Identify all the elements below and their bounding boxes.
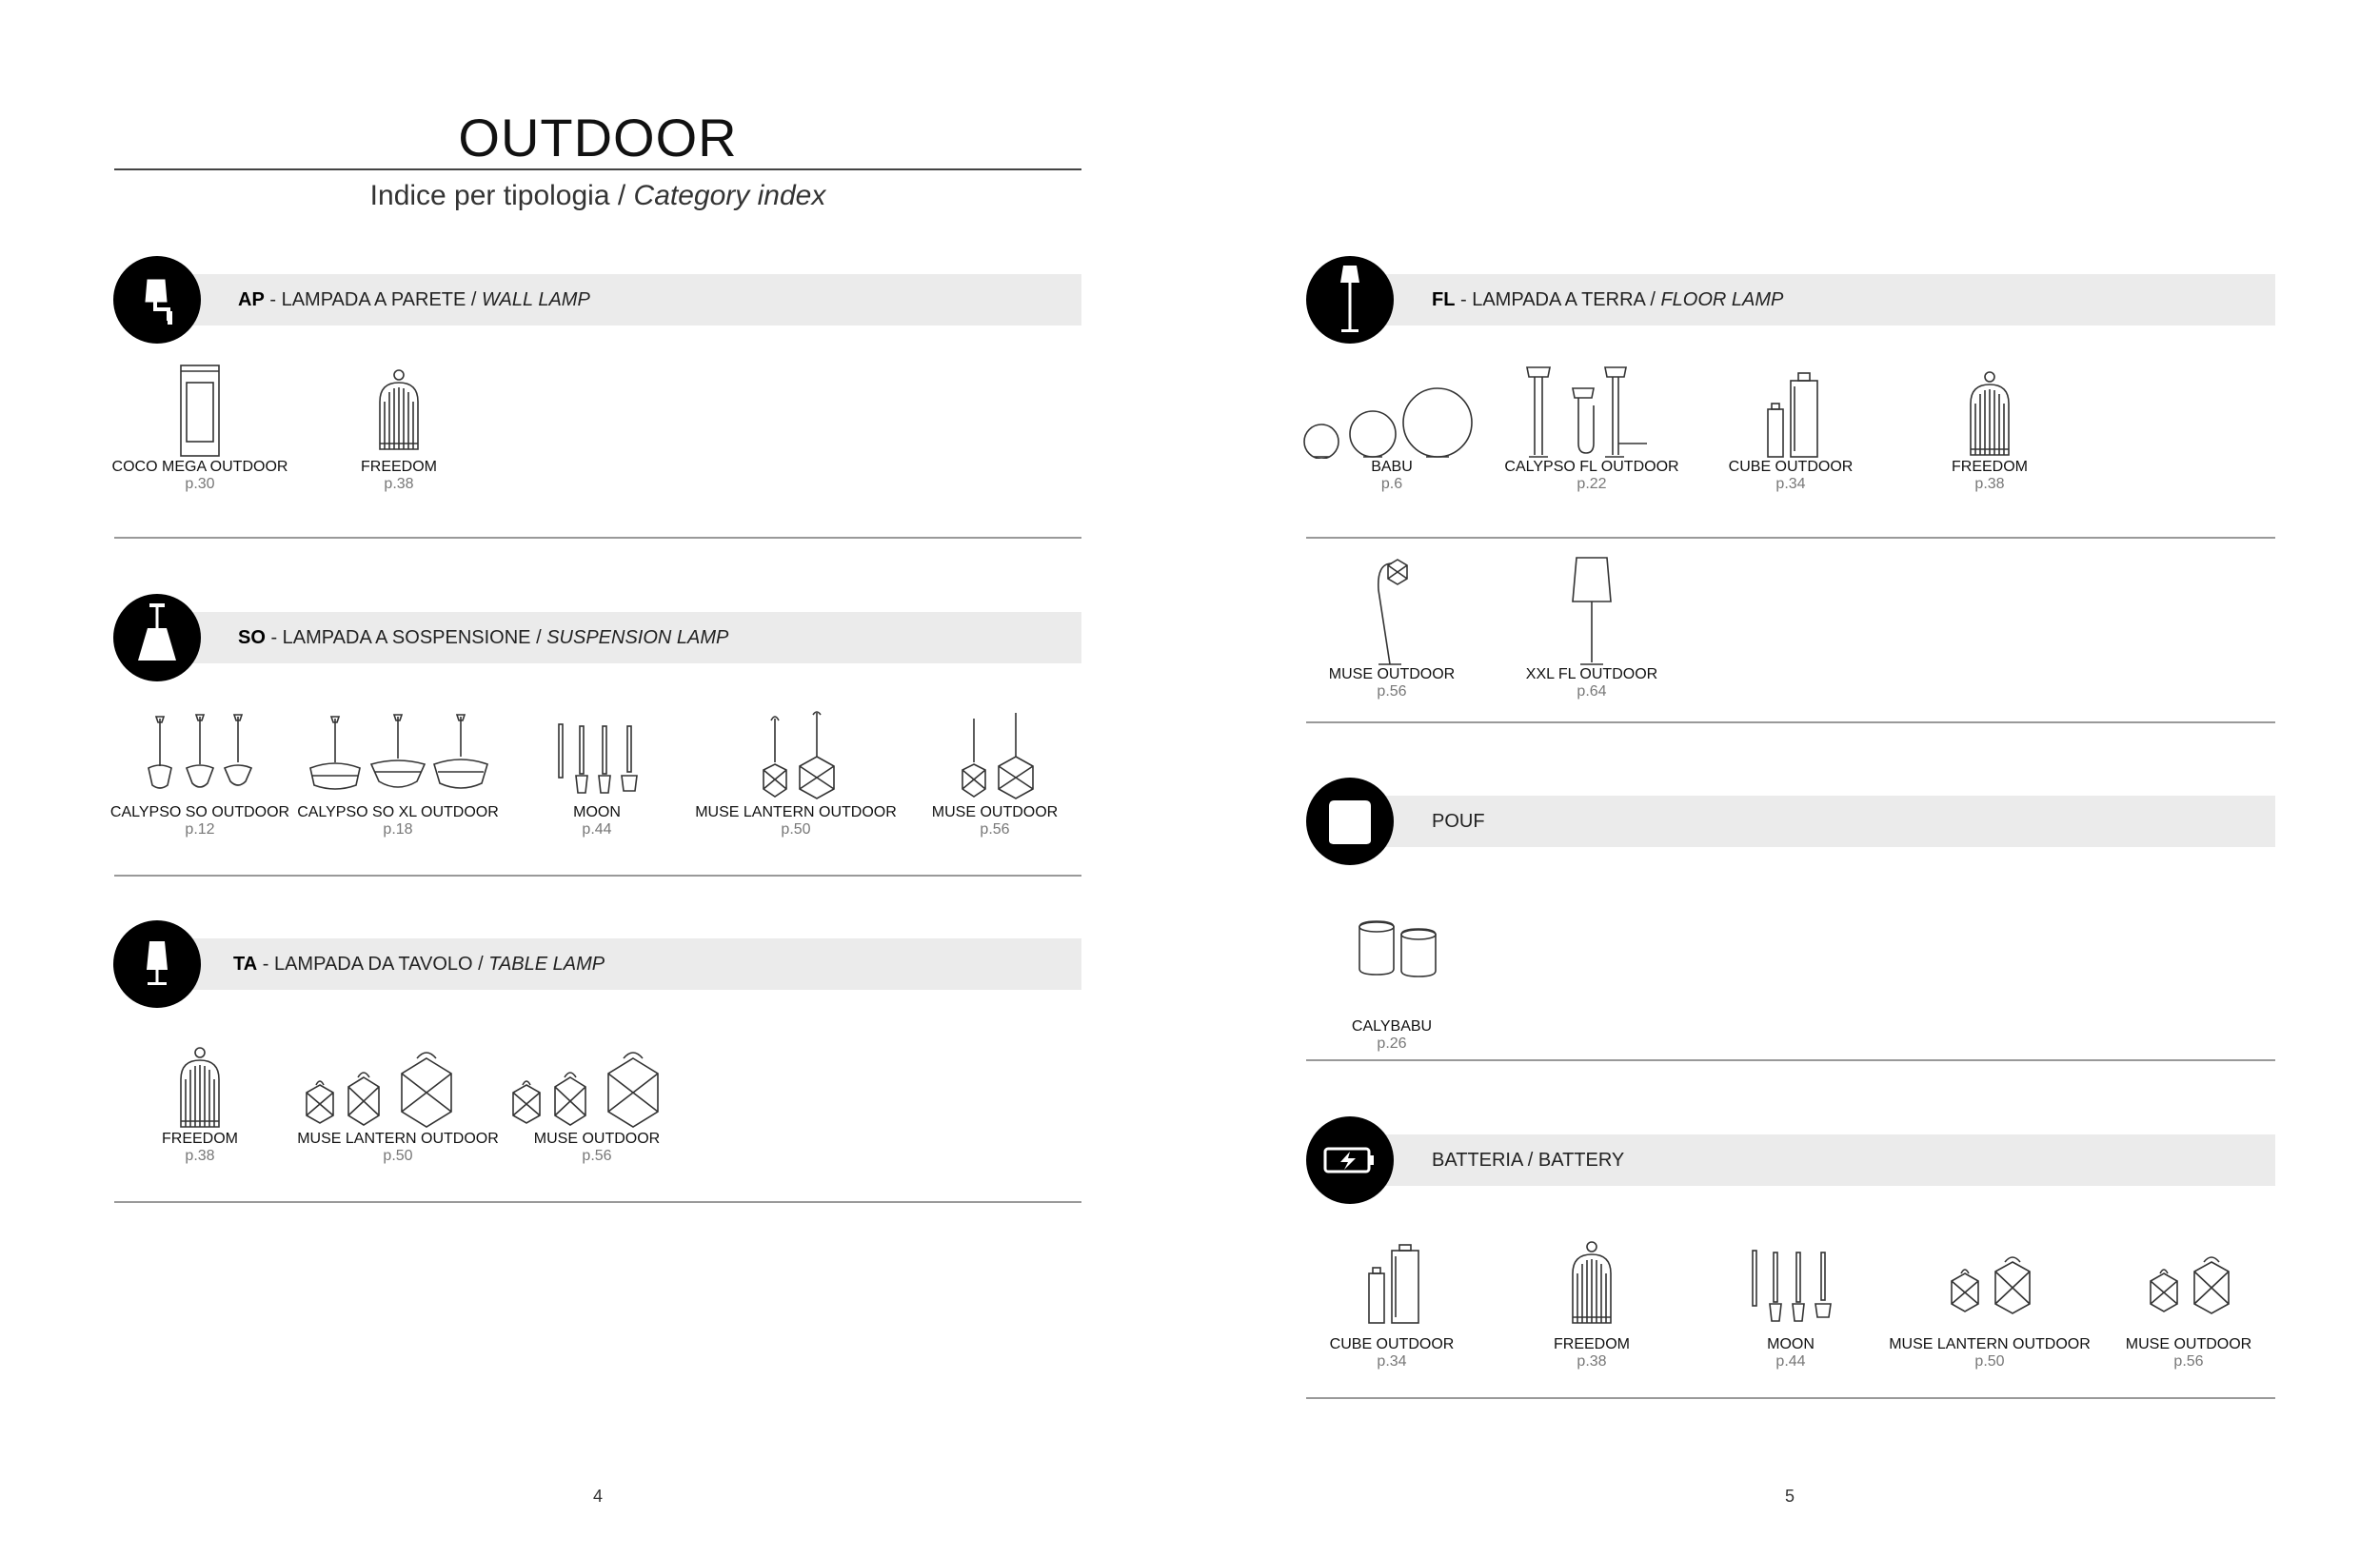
birdcage-icon — [162, 1045, 238, 1131]
table-lamp-icon — [113, 920, 201, 1008]
product-name: CUBE OUTDOOR — [1728, 459, 1854, 475]
product-page: p.56 — [582, 1148, 612, 1164]
product-page: p.50 — [1974, 1353, 2005, 1370]
section-divider — [1306, 721, 2275, 723]
section-label-pouf: POUF — [1432, 811, 1485, 832]
product-page: p.38 — [1974, 476, 2005, 492]
product-name: MUSE LANTERN OUTDOOR — [1889, 1336, 2091, 1352]
product-name: MUSE OUTDOOR — [1328, 666, 1456, 682]
muse-floor-icon — [1344, 552, 1439, 666]
coco-mega-icon — [162, 364, 238, 459]
product-name: CALYBABU — [1351, 1018, 1433, 1035]
section-divider — [114, 875, 1081, 877]
section-icon-ap — [113, 256, 201, 344]
product-calypso-so-xl-outdoor[interactable] — [293, 709, 503, 838]
product-page: p.38 — [185, 1148, 215, 1164]
product-page: p.6 — [1380, 476, 1403, 492]
product-name: MOON — [573, 804, 621, 820]
suspension-lamp-icon — [113, 594, 201, 681]
calybabu-icon — [1344, 914, 1439, 1018]
product-xxl-fl-outdoor[interactable] — [1487, 552, 1696, 700]
product-calypso-fl-outdoor[interactable] — [1487, 364, 1696, 493]
section-label-so: SO - LAMPADA A SOSPENSIONE / SUSPENSION LAMP — [238, 627, 729, 648]
battery-icon — [1306, 1116, 1394, 1204]
product-name: MUSE LANTERN OUTDOOR — [297, 1131, 499, 1147]
product-muse-lantern-outdoor[interactable] — [691, 709, 901, 838]
product-page: p.50 — [383, 1148, 413, 1164]
section-icon-ta — [113, 920, 201, 1008]
section-icon-fl — [1306, 256, 1394, 344]
product-muse-outdoor-table[interactable] — [492, 1045, 702, 1165]
product-name: BABU — [1371, 459, 1413, 475]
calypso-fl-icon — [1506, 364, 1677, 459]
product-name: MOON — [1767, 1336, 1815, 1352]
section-divider — [114, 1201, 1081, 1203]
product-name: MUSE OUTDOOR — [533, 1131, 661, 1147]
moon-icon — [540, 709, 654, 804]
product-coco-mega-outdoor[interactable] — [95, 364, 305, 493]
product-muse-outdoor[interactable] — [890, 709, 1100, 838]
product-page: p.56 — [2173, 1353, 2204, 1370]
product-name: FREEDOM — [162, 1131, 238, 1147]
product-page: p.64 — [1577, 683, 1607, 700]
product-name: CALYPSO SO XL OUTDOOR — [297, 804, 499, 820]
product-page: p.44 — [1775, 1353, 1806, 1370]
section-label-ap: AP - LAMPADA A PARETE / WALL LAMP — [238, 289, 590, 310]
product-page: p.18 — [383, 821, 413, 838]
floor-lamp-icon — [1306, 256, 1394, 344]
calypso-so-xl-icon — [303, 709, 493, 804]
birdcage-icon — [1554, 1241, 1630, 1336]
product-name: FREEDOM — [1554, 1336, 1630, 1352]
product-cube-outdoor-battery[interactable] — [1287, 1241, 1497, 1371]
product-moon-battery[interactable] — [1686, 1241, 1895, 1371]
product-page: p.26 — [1377, 1035, 1407, 1052]
page-title: OUTDOOR — [458, 108, 738, 168]
product-page: p.44 — [582, 821, 612, 838]
muse-icon — [2122, 1241, 2255, 1336]
cube-outdoor-icon — [1753, 364, 1829, 459]
product-muse-lantern-outdoor-table[interactable] — [293, 1045, 503, 1165]
product-name: XXL FL OUTDOOR — [1525, 666, 1658, 682]
section-icon-so — [113, 594, 201, 681]
product-freedom-battery[interactable] — [1487, 1241, 1696, 1371]
product-babu[interactable] — [1287, 364, 1497, 493]
section-divider — [1306, 537, 2275, 539]
calypso-so-icon — [133, 709, 267, 804]
pouf-icon — [1306, 778, 1394, 865]
section-icon-battery — [1306, 1116, 1394, 1204]
product-name: FREEDOM — [1952, 459, 2028, 475]
product-page: p.50 — [781, 821, 811, 838]
product-page: p.38 — [1577, 1353, 1607, 1370]
product-name: CUBE OUTDOOR — [1329, 1336, 1455, 1352]
section-divider — [1306, 1397, 2275, 1399]
subtitle-italian: Indice per tipologia / — [369, 180, 626, 211]
muse-icon — [938, 709, 1052, 804]
product-name: MUSE OUTDOOR — [931, 804, 1059, 820]
birdcage-icon — [1952, 364, 2028, 459]
product-name: MUSE LANTERN OUTDOOR — [695, 804, 897, 820]
product-page: p.38 — [384, 476, 414, 492]
product-name: CALYPSO FL OUTDOOR — [1504, 459, 1679, 475]
muse-lantern-icon — [739, 709, 853, 804]
product-page: p.34 — [1775, 476, 1806, 492]
product-name: CALYPSO SO OUTDOOR — [109, 804, 290, 820]
product-muse-outdoor-floor[interactable] — [1287, 552, 1497, 700]
product-page: p.12 — [185, 821, 215, 838]
cube-outdoor-icon — [1354, 1241, 1430, 1336]
product-name: COCO MEGA OUTDOOR — [111, 459, 288, 475]
product-muse-outdoor-battery[interactable] — [2084, 1241, 2293, 1371]
muse-lantern-icon — [1923, 1241, 2056, 1336]
title-divider — [114, 168, 1081, 170]
product-freedom-table[interactable] — [95, 1045, 305, 1165]
product-moon[interactable] — [492, 709, 702, 838]
muse-lantern-table-icon — [293, 1045, 503, 1131]
page-number-right: 5 — [1784, 1487, 1795, 1506]
page-subtitle — [114, 177, 1081, 215]
product-name: FREEDOM — [361, 459, 437, 475]
product-calybabu[interactable] — [1287, 914, 1497, 1053]
product-page: p.34 — [1377, 1353, 1407, 1370]
product-page: p.30 — [185, 476, 215, 492]
section-label-fl: FL - LAMPADA A TERRA / FLOOR LAMP — [1432, 289, 1784, 310]
moon-icon — [1734, 1241, 1848, 1336]
product-freedom[interactable] — [294, 364, 504, 493]
product-cube-outdoor[interactable] — [1686, 364, 1895, 493]
product-muse-lantern-battery[interactable] — [1885, 1241, 2094, 1371]
product-freedom-floor[interactable] — [1885, 364, 2094, 493]
section-label-ta: TA - LAMPADA DA TAVOLO / TABLE LAMP — [233, 954, 605, 975]
xxl-fl-icon — [1544, 552, 1639, 666]
product-page: p.22 — [1577, 476, 1607, 492]
section-divider — [1306, 1059, 2275, 1061]
babu-icon — [1287, 364, 1497, 459]
product-page: p.56 — [1377, 683, 1407, 700]
product-calypso-so-outdoor[interactable] — [95, 709, 305, 838]
product-name: MUSE OUTDOOR — [2125, 1336, 2252, 1352]
wall-lamp-icon — [113, 256, 201, 344]
muse-table-icon — [492, 1045, 702, 1131]
birdcage-icon — [361, 364, 437, 459]
subtitle-english: Category index — [633, 180, 826, 211]
page-number-left: 4 — [592, 1487, 603, 1506]
section-icon-pouf — [1306, 778, 1394, 865]
section-band-pouf — [1359, 796, 2275, 847]
section-divider — [114, 537, 1081, 539]
product-page: p.56 — [980, 821, 1010, 838]
section-label-battery: BATTERIA / BATTERY — [1432, 1150, 1625, 1171]
